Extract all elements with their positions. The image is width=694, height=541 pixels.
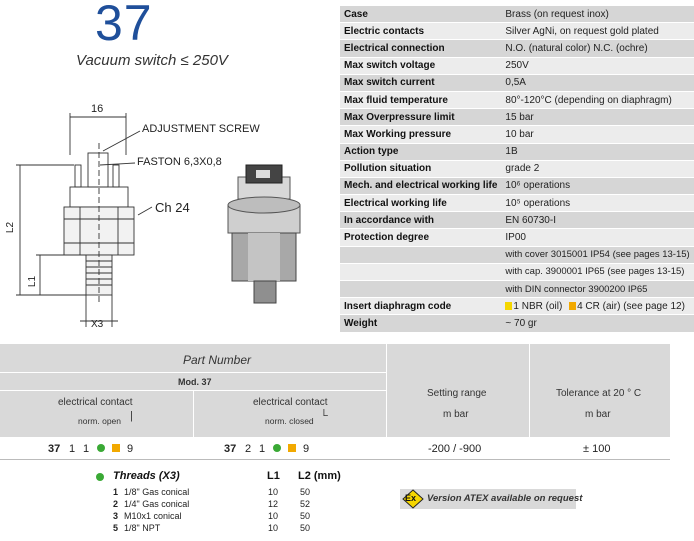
spec-value: with DIN connector 3900200 IP65 <box>501 281 693 298</box>
spec-row <box>340 74 694 91</box>
spec-value: 0,5A <box>501 74 693 91</box>
diaphragm-codes <box>501 298 693 315</box>
spec-row <box>340 6 694 23</box>
spec-label: Max Overpressure limit <box>340 109 501 126</box>
thread-desc: 1/4" Gas conical <box>124 499 190 509</box>
thread-l1: 10 <box>268 487 279 497</box>
contact-open-label: electrical contact <box>58 397 133 408</box>
thread-l2: 50 <box>300 487 311 497</box>
spec-label: Mech. and electrical working life <box>340 177 501 194</box>
thread-l2: 50 <box>300 523 311 533</box>
diaphragm-code-2: 4 <box>577 300 583 312</box>
spec-value: 15 bar <box>501 109 693 126</box>
atex-note <box>400 489 583 509</box>
thread-desc: M10x1 conical <box>124 511 182 521</box>
spec-row <box>340 126 694 143</box>
spec-label: Weight <box>340 315 501 332</box>
spec-label: Pollution situation <box>340 160 501 177</box>
thread-code: 1 <box>113 487 119 497</box>
spec-value: EN 60730-I <box>501 212 693 229</box>
spec-label: Action type <box>340 143 501 160</box>
threads-table <box>0 470 380 540</box>
norm-open-label: norm. open <box>78 416 121 426</box>
spec-row <box>340 23 694 40</box>
spec-label: Case <box>340 6 501 23</box>
spec-row <box>340 315 694 332</box>
range-value: -200 / -900 <box>428 443 482 455</box>
spec-value: N.O. (natural color) N.C. (ochre) <box>501 40 693 57</box>
spec-label: Insert diaphragm code <box>340 298 501 315</box>
cr-swatch <box>569 302 576 310</box>
spec-label: Max switch voltage <box>340 57 501 74</box>
threads-title: Threads (X3) <box>113 470 180 482</box>
spec-row <box>340 177 694 194</box>
thread-code: 2 <box>113 499 119 509</box>
thread-green-dot-icon <box>273 444 281 452</box>
col-l1: L1 <box>267 470 280 482</box>
closed-symbol-icon: └ <box>320 410 328 422</box>
spec-value: Brass (on request inox) <box>501 6 693 23</box>
spec-label <box>340 246 501 263</box>
part-number-heading: Part Number <box>183 353 252 367</box>
tolerance-value: ± 100 <box>583 443 611 455</box>
spec-value: IP00 <box>501 229 693 246</box>
spec-label: In accordance with <box>340 212 501 229</box>
spec-row <box>340 195 694 212</box>
spec-label <box>340 281 501 298</box>
l1-label: L1 <box>27 275 39 288</box>
diaphragm-square-icon <box>112 444 120 452</box>
diaphragm-text-2: CR (air) (see page 12) <box>585 300 685 312</box>
spec-row <box>340 160 694 177</box>
spec-row <box>340 109 694 126</box>
spec-label <box>340 263 501 280</box>
open-setting: 9 <box>127 443 134 455</box>
spec-value: with cap. 3900001 IP65 (see pages 13-15) <box>501 263 693 280</box>
open-contact: 1 <box>69 443 76 455</box>
spec-row <box>340 246 694 263</box>
product-photo <box>228 165 300 303</box>
l2-label: L2 <box>5 221 17 234</box>
thread-code: 3 <box>113 511 119 521</box>
open-mod: 37 <box>48 443 61 455</box>
spec-label: Electric contacts <box>340 23 501 40</box>
atex-text: Version ATEX available on request <box>427 493 583 504</box>
spec-value: 250V <box>501 57 693 74</box>
thread-l2: 52 <box>300 499 311 509</box>
spec-value: 10 bar <box>501 126 693 143</box>
spec-row <box>340 263 694 280</box>
thread-desc: 1/8" NPT <box>124 523 161 533</box>
spec-row <box>340 229 694 246</box>
thread-l1: 12 <box>268 499 279 509</box>
spec-label: Max Working pressure <box>340 126 501 143</box>
spec-row <box>340 212 694 229</box>
thread-l1: 10 <box>268 511 279 521</box>
tolerance-label: Tolerance at 20 ° C <box>556 388 642 399</box>
thread-green-dot-icon <box>96 473 104 481</box>
setting-unit-label: m bar <box>443 409 469 420</box>
col-l2: L2 (mm) <box>298 470 341 482</box>
thread-desc: 1/8" Gas conical <box>124 487 190 497</box>
norm-closed-label: norm. closed <box>265 416 314 426</box>
dim-width-label: 16 <box>91 103 104 115</box>
faston-label: FASTON 6,3X0,8 <box>137 156 222 168</box>
part-number-table <box>0 344 670 460</box>
spec-value: with cover 3015001 IP54 (see pages 13-15) <box>501 246 693 263</box>
diaphragm-text-1: NBR (oil) <box>521 300 563 312</box>
spec-value: grade 2 <box>501 160 693 177</box>
spec-table <box>340 6 694 333</box>
spec-value: 1B <box>501 143 693 160</box>
diaphragm-code-1: 1 <box>513 300 519 312</box>
closed-setting: 9 <box>303 443 310 455</box>
spec-row <box>340 143 694 160</box>
diaphragm-square-icon <box>288 444 296 452</box>
product-title: Vacuum switch ≤ 250V <box>76 52 228 69</box>
model-label: Mod. 37 <box>178 377 212 387</box>
spec-value: 10⁶ operations <box>501 177 693 194</box>
thread-l2: 50 <box>300 511 311 521</box>
hex-size-label: Ch 24 <box>155 200 190 215</box>
spec-label: Electrical connection <box>340 40 501 57</box>
atex-mark: Ex <box>405 493 417 503</box>
spec-value: 10⁵ operations <box>501 195 693 212</box>
spec-value: 80°-120°C (depending on diaphragm) <box>501 91 693 108</box>
adjustment-screw-label: ADJUSTMENT SCREW <box>142 123 260 135</box>
setting-range-label: Setting range <box>427 388 487 399</box>
tolerance-unit-label: m bar <box>585 409 611 420</box>
spec-value: Silver AgNi, on request gold plated <box>501 23 693 40</box>
contact-closed-label: electrical contact <box>253 397 328 408</box>
spec-row <box>340 57 694 74</box>
spec-row <box>340 91 694 108</box>
closed-mod: 37 <box>224 443 237 455</box>
thread-code: 5 <box>113 523 119 533</box>
thread-green-dot-icon <box>97 444 105 452</box>
x3-label: X3 <box>91 319 104 330</box>
spec-label: Protection degree <box>340 229 501 246</box>
spec-label: Electrical working life <box>340 195 501 212</box>
nbr-swatch <box>505 302 512 310</box>
spec-value: ~ 70 gr <box>501 315 693 332</box>
spec-row <box>340 298 694 315</box>
spec-row <box>340 281 694 298</box>
closed-contact: 2 <box>245 443 252 455</box>
model-number: 37 <box>95 0 153 51</box>
spec-label: Max switch current <box>340 74 501 91</box>
spec-row <box>340 40 694 57</box>
spec-label: Max fluid temperature <box>340 91 501 108</box>
open-thread: 1 <box>83 443 90 455</box>
closed-thread: 1 <box>259 443 266 455</box>
thread-l1: 10 <box>268 523 279 533</box>
open-symbol-icon: | <box>130 410 133 422</box>
